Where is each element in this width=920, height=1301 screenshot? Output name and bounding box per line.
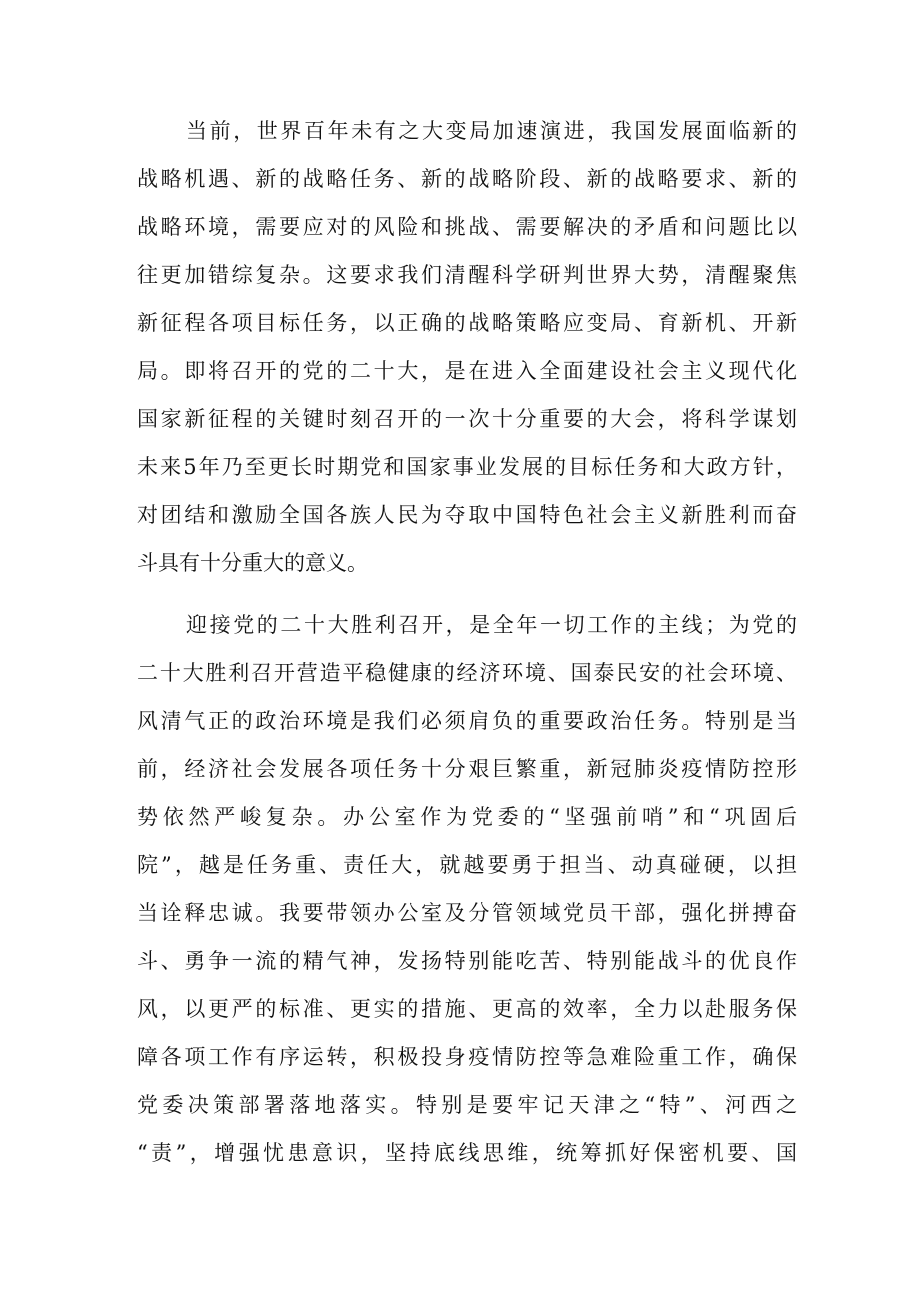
paragraph-line: 往更加错综复杂。这要求我们清醒科学研判世界大势，清醒聚焦 bbox=[137, 263, 797, 287]
paragraph-line: 当前，世界百年未有之大变局加速演进，我国发展面临新的 bbox=[186, 119, 797, 143]
paragraph-line: 战略机遇、新的战略任务、新的战略阶段、新的战略要求、新的 bbox=[137, 167, 797, 191]
paragraph-line: 院”，越是任务重、责任大，就越要勇于担当、动真碰硬，以担 bbox=[137, 853, 797, 877]
paragraph-line: 斗具有十分重大的意义。 bbox=[137, 551, 368, 575]
paragraph-line: 二十大胜利召开营造平稳健康的经济环境、国泰民安的社会环境、 bbox=[137, 661, 797, 685]
paragraph-line: 当诠释忠诚。我要带领办公室及分管领域党员干部，强化拼搏奋 bbox=[137, 901, 797, 925]
paragraph-line: 风，以更严的标准、更实的措施、更高的效率，全力以赴服务保 bbox=[137, 997, 797, 1021]
paragraph-line: 前，经济社会发展各项任务十分艰巨繁重，新冠肺炎疫情防控形 bbox=[137, 757, 797, 781]
paragraph-line: 势依然严峻复杂。办公室作为党委的“坚强前哨”和“巩固后 bbox=[137, 805, 797, 829]
paragraph-line: 局。即将召开的党的二十大，是在进入全面建设社会主义现代化 bbox=[137, 359, 797, 383]
paragraph-line: 障各项工作有序运转，积极投身疫情防控等急难险重工作，确保 bbox=[137, 1045, 797, 1069]
paragraph-line: 国家新征程的关键时刻召开的一次十分重要的大会，将科学谋划 bbox=[137, 407, 797, 431]
paragraph-line: 未来5年乃至更长时期党和国家事业发展的目标任务和大政方针， bbox=[137, 455, 797, 479]
paragraph-line: “责”，增强忧患意识，坚持底线思维，统筹抓好保密机要、国 bbox=[137, 1141, 797, 1165]
paragraph-line: 对团结和激励全国各族人民为夺取中国特色社会主义新胜利而奋 bbox=[137, 503, 797, 527]
paragraph-line: 迎接党的二十大胜利召开，是全年一切工作的主线；为党的 bbox=[186, 613, 797, 637]
paragraph-line: 斗、勇争一流的精气神，发扬特别能吃苦、特别能战斗的优良作 bbox=[137, 949, 797, 973]
paragraph-line: 战略环境，需要应对的风险和挑战、需要解决的矛盾和问题比以 bbox=[137, 215, 797, 239]
paragraph-line: 党委决策部署落地落实。特别是要牢记天津之“特”、河西之 bbox=[137, 1093, 797, 1117]
paragraph-line: 新征程各项目标任务，以正确的战略策略应变局、育新机、开新 bbox=[137, 311, 797, 335]
paragraph-line: 风清气正的政治环境是我们必须肩负的重要政治任务。特别是当 bbox=[137, 709, 797, 733]
